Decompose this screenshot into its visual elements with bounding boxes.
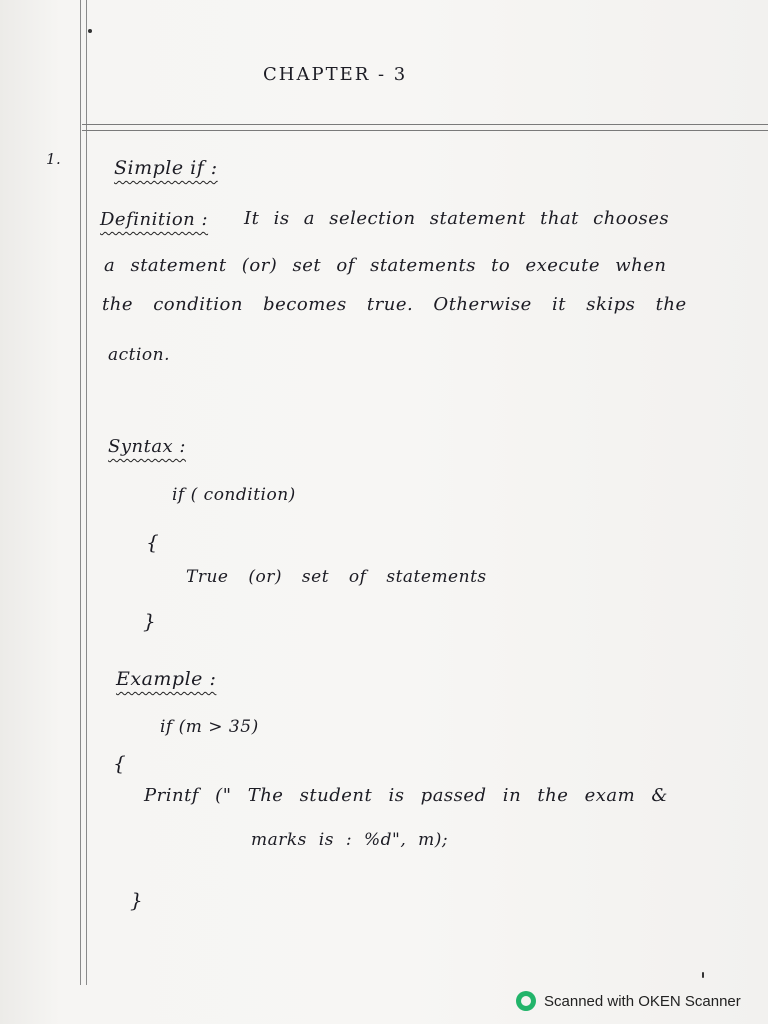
scanner-watermark <box>516 990 741 1012</box>
header-rule-top <box>82 124 768 125</box>
section-heading: Simple if : <box>114 157 218 179</box>
definition-label: Definition : <box>100 209 209 230</box>
example-line-2: Printf (" The student is passed in the exam & <box>144 785 668 806</box>
syntax-open-brace: { <box>146 530 160 554</box>
syntax-line-2: True (or) set of statements <box>186 567 487 587</box>
syntax-line-1: if ( condition) <box>172 485 296 505</box>
definition-line-3: the condition becomes true. Otherwise it skips the <box>102 294 687 315</box>
page-mark <box>702 972 704 978</box>
oken-scanner-logo-icon <box>516 991 536 1011</box>
scanner-watermark-text: Scanned with OKEN Scanner <box>544 992 741 1010</box>
syntax-label: Syntax : <box>108 436 186 457</box>
chapter-title: CHAPTER - 3 <box>263 64 408 85</box>
example-line-1: if (m > 35) <box>160 717 259 737</box>
margin-line-left <box>80 0 81 985</box>
header-rule-bottom <box>82 130 768 131</box>
example-line-3: marks is : %d", m); <box>251 830 449 850</box>
definition-line-4: action. <box>108 345 171 365</box>
margin-dot <box>88 29 92 33</box>
example-label: Example : <box>116 668 217 690</box>
example-open-brace: { <box>113 751 127 775</box>
definition-line-2: a statement (or) set of statements to execute when <box>104 255 667 276</box>
definition-line-1: It is a selection statement that chooses <box>244 208 670 229</box>
syntax-close-brace: } <box>143 609 157 633</box>
margin-line-right <box>86 0 87 985</box>
section-number: 1. <box>46 150 62 168</box>
example-close-brace: } <box>130 888 144 912</box>
